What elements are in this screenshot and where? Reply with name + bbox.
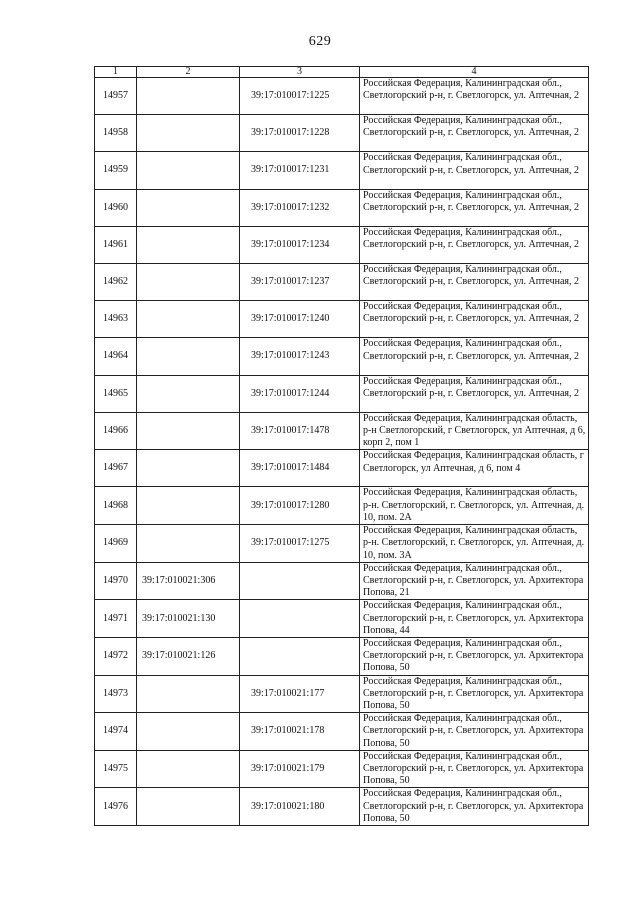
table-header xyxy=(95,67,589,78)
cadastral-number-col3-cell xyxy=(240,562,360,600)
address-cell: Российская Федерация, Калининградская область, р-н Светлогорский, г Светлогорск, ул Аптечная, д 6, корп 2, пом 1 xyxy=(360,412,589,450)
table-row xyxy=(95,675,589,713)
cadastral-number-col2-cell xyxy=(137,750,240,788)
address-cell: Российская Федерация, Калининградская обл., Светлогорский р-н, г. Светлогорск, ул. Аптечная, 2 xyxy=(360,375,589,412)
cadastral-number-col2-cell xyxy=(137,78,240,115)
address-cell: Российская Федерация, Калининградская обл., Светлогорский р-н, г. Светлогорск, ул. Аптечная, 2 xyxy=(360,152,589,189)
cadastral-number-col2-cell xyxy=(137,713,240,751)
table-row xyxy=(95,152,589,189)
table-row xyxy=(95,750,589,788)
row-number-cell: 14958 xyxy=(95,115,137,152)
row-number-cell: 14969 xyxy=(95,525,137,563)
address-cell: Российская Федерация, Калининградская обл., Светлогорский р-н, г. Светлогорск, ул. Архитектора Попова, 21 xyxy=(360,562,589,600)
row-number-cell: 14971 xyxy=(95,600,137,638)
cadastral-number-col3-cell: 39:17:010017:1280 xyxy=(240,487,360,525)
table-row xyxy=(95,713,589,751)
table-row xyxy=(95,78,589,115)
cadastral-number-col2-cell xyxy=(137,450,240,487)
row-number-cell: 14976 xyxy=(95,788,137,826)
address-cell: Российская Федерация, Калининградская обл., Светлогорский р-н, г. Светлогорск, ул. Архитектора Попова, 44 xyxy=(360,600,589,638)
table-body xyxy=(95,78,589,826)
cadastral-number-col3-cell xyxy=(240,600,360,638)
table-row xyxy=(95,412,589,450)
row-number-cell: 14961 xyxy=(95,226,137,263)
column-header-3: 3 xyxy=(240,67,360,78)
table-row xyxy=(95,487,589,525)
table-row xyxy=(95,338,589,375)
cadastral-number-col3-cell: 39:17:010017:1231 xyxy=(240,152,360,189)
row-number-cell: 14967 xyxy=(95,450,137,487)
table-row xyxy=(95,301,589,338)
table-row xyxy=(95,226,589,263)
page-number: 629 xyxy=(308,34,332,49)
row-number-cell: 14959 xyxy=(95,152,137,189)
column-header-1: 1 xyxy=(95,67,137,78)
cadastral-number-col2-cell xyxy=(137,301,240,338)
cadastral-number-col3-cell: 39:17:010017:1228 xyxy=(240,115,360,152)
cadastral-number-col3-cell: 39:17:010021:178 xyxy=(240,713,360,751)
cadastral-number-col2-cell xyxy=(137,263,240,300)
cadastral-number-col3-cell: 39:17:010017:1243 xyxy=(240,338,360,375)
table-row xyxy=(95,263,589,300)
cadastral-number-col2-cell: 39:17:010021:126 xyxy=(137,637,240,675)
column-header-2: 2 xyxy=(137,67,240,78)
registry-table xyxy=(94,66,589,826)
address-cell: Российская Федерация, Калининградская обл., Светлогорский р-н, г. Светлогорск, ул. Аптечная, 2 xyxy=(360,115,589,152)
cadastral-number-col3-cell: 39:17:010017:1240 xyxy=(240,301,360,338)
row-number-cell: 14974 xyxy=(95,713,137,751)
address-cell: Российская Федерация, Калининградская обл., Светлогорский р-н, г. Светлогорск, ул. Аптечная, 2 xyxy=(360,263,589,300)
row-number-cell: 14970 xyxy=(95,562,137,600)
cadastral-number-col2-cell xyxy=(137,525,240,563)
cadastral-number-col3-cell: 39:17:010017:1234 xyxy=(240,226,360,263)
address-cell: Российская Федерация, Калининградская область, р-н. Светлогорский, г. Светлогорск, ул. Аптечная, д. 10, пом. 3А xyxy=(360,525,589,563)
cadastral-number-col3-cell xyxy=(240,637,360,675)
table-row xyxy=(95,189,589,226)
cadastral-number-col3-cell: 39:17:010017:1225 xyxy=(240,78,360,115)
table-row xyxy=(95,788,589,826)
table-row xyxy=(95,600,589,638)
cadastral-number-col3-cell: 39:17:010021:177 xyxy=(240,675,360,713)
table-row xyxy=(95,450,589,487)
header-row xyxy=(95,67,589,78)
cadastral-number-col2-cell: 39:17:010021:130 xyxy=(137,600,240,638)
address-cell: Российская Федерация, Калининградская область, г Светлогорск, ул Аптечная, д 6, пом 4 xyxy=(360,450,589,487)
address-cell: Российская Федерация, Калининградская обл., Светлогорский р-н, г. Светлогорск, ул. Архитектора Попова, 50 xyxy=(360,750,589,788)
cadastral-number-col2-cell xyxy=(137,338,240,375)
cadastral-number-col2-cell xyxy=(137,152,240,189)
cadastral-number-col3-cell: 39:17:010021:179 xyxy=(240,750,360,788)
row-number-cell: 14973 xyxy=(95,675,137,713)
cadastral-number-col2-cell xyxy=(137,487,240,525)
row-number-cell: 14962 xyxy=(95,263,137,300)
table-row xyxy=(95,525,589,563)
table-row xyxy=(95,115,589,152)
table-row xyxy=(95,562,589,600)
cadastral-number-col2-cell xyxy=(137,226,240,263)
table-row xyxy=(95,637,589,675)
cadastral-number-col2-cell xyxy=(137,189,240,226)
address-cell: Российская Федерация, Калининградская обл., Светлогорский р-н, г. Светлогорск, ул. Архитектора Попова, 50 xyxy=(360,675,589,713)
address-cell: Российская Федерация, Калининградская обл., Светлогорский р-н, г. Светлогорск, ул. Архитектора Попова, 50 xyxy=(360,788,589,826)
row-number-cell: 14960 xyxy=(95,189,137,226)
cadastral-number-col3-cell: 39:17:010017:1232 xyxy=(240,189,360,226)
row-number-cell: 14957 xyxy=(95,78,137,115)
row-number-cell: 14972 xyxy=(95,637,137,675)
cadastral-number-col3-cell: 39:17:010017:1275 xyxy=(240,525,360,563)
address-cell: Российская Федерация, Калининградская обл., Светлогорский р-н, г. Светлогорск, ул. Архитектора Попова, 50 xyxy=(360,637,589,675)
cadastral-number-col3-cell: 39:17:010017:1244 xyxy=(240,375,360,412)
cadastral-number-col2-cell xyxy=(137,115,240,152)
row-number-cell: 14968 xyxy=(95,487,137,525)
cadastral-number-col3-cell: 39:17:010017:1237 xyxy=(240,263,360,300)
address-cell: Российская Федерация, Калининградская область, р-н. Светлогорский, г. Светлогорск, ул. Аптечная, д. 10, пом. 2А xyxy=(360,487,589,525)
cadastral-number-col2-cell xyxy=(137,675,240,713)
row-number-cell: 14963 xyxy=(95,301,137,338)
row-number-cell: 14965 xyxy=(95,375,137,412)
row-number-cell: 14964 xyxy=(95,338,137,375)
address-cell: Российская Федерация, Калининградская обл., Светлогорский р-н, г. Светлогорск, ул. Аптечная, 2 xyxy=(360,226,589,263)
cadastral-number-col3-cell: 39:17:010021:180 xyxy=(240,788,360,826)
address-cell: Российская Федерация, Калининградская обл., Светлогорский р-н, г. Светлогорск, ул. Аптечная, 2 xyxy=(360,78,589,115)
row-number-cell: 14975 xyxy=(95,750,137,788)
table-row xyxy=(95,375,589,412)
cadastral-number-col2-cell xyxy=(137,412,240,450)
address-cell: Российская Федерация, Калининградская обл., Светлогорский р-н, г. Светлогорск, ул. Аптечная, 2 xyxy=(360,338,589,375)
row-number-cell: 14966 xyxy=(95,412,137,450)
column-header-4: 4 xyxy=(360,67,589,78)
address-cell: Российская Федерация, Калининградская обл., Светлогорский р-н, г. Светлогорск, ул. Аптечная, 2 xyxy=(360,301,589,338)
cadastral-number-col2-cell: 39:17:010021:306 xyxy=(137,562,240,600)
cadastral-number-col2-cell xyxy=(137,788,240,826)
cadastral-number-col3-cell: 39:17:010017:1484 xyxy=(240,450,360,487)
cadastral-number-col2-cell xyxy=(137,375,240,412)
cadastral-number-col3-cell: 39:17:010017:1478 xyxy=(240,412,360,450)
address-cell: Российская Федерация, Калининградская обл., Светлогорский р-н, г. Светлогорск, ул. Архитектора Попова, 50 xyxy=(360,713,589,751)
address-cell: Российская Федерация, Калининградская обл., Светлогорский р-н, г. Светлогорск, ул. Аптечная, 2 xyxy=(360,189,589,226)
